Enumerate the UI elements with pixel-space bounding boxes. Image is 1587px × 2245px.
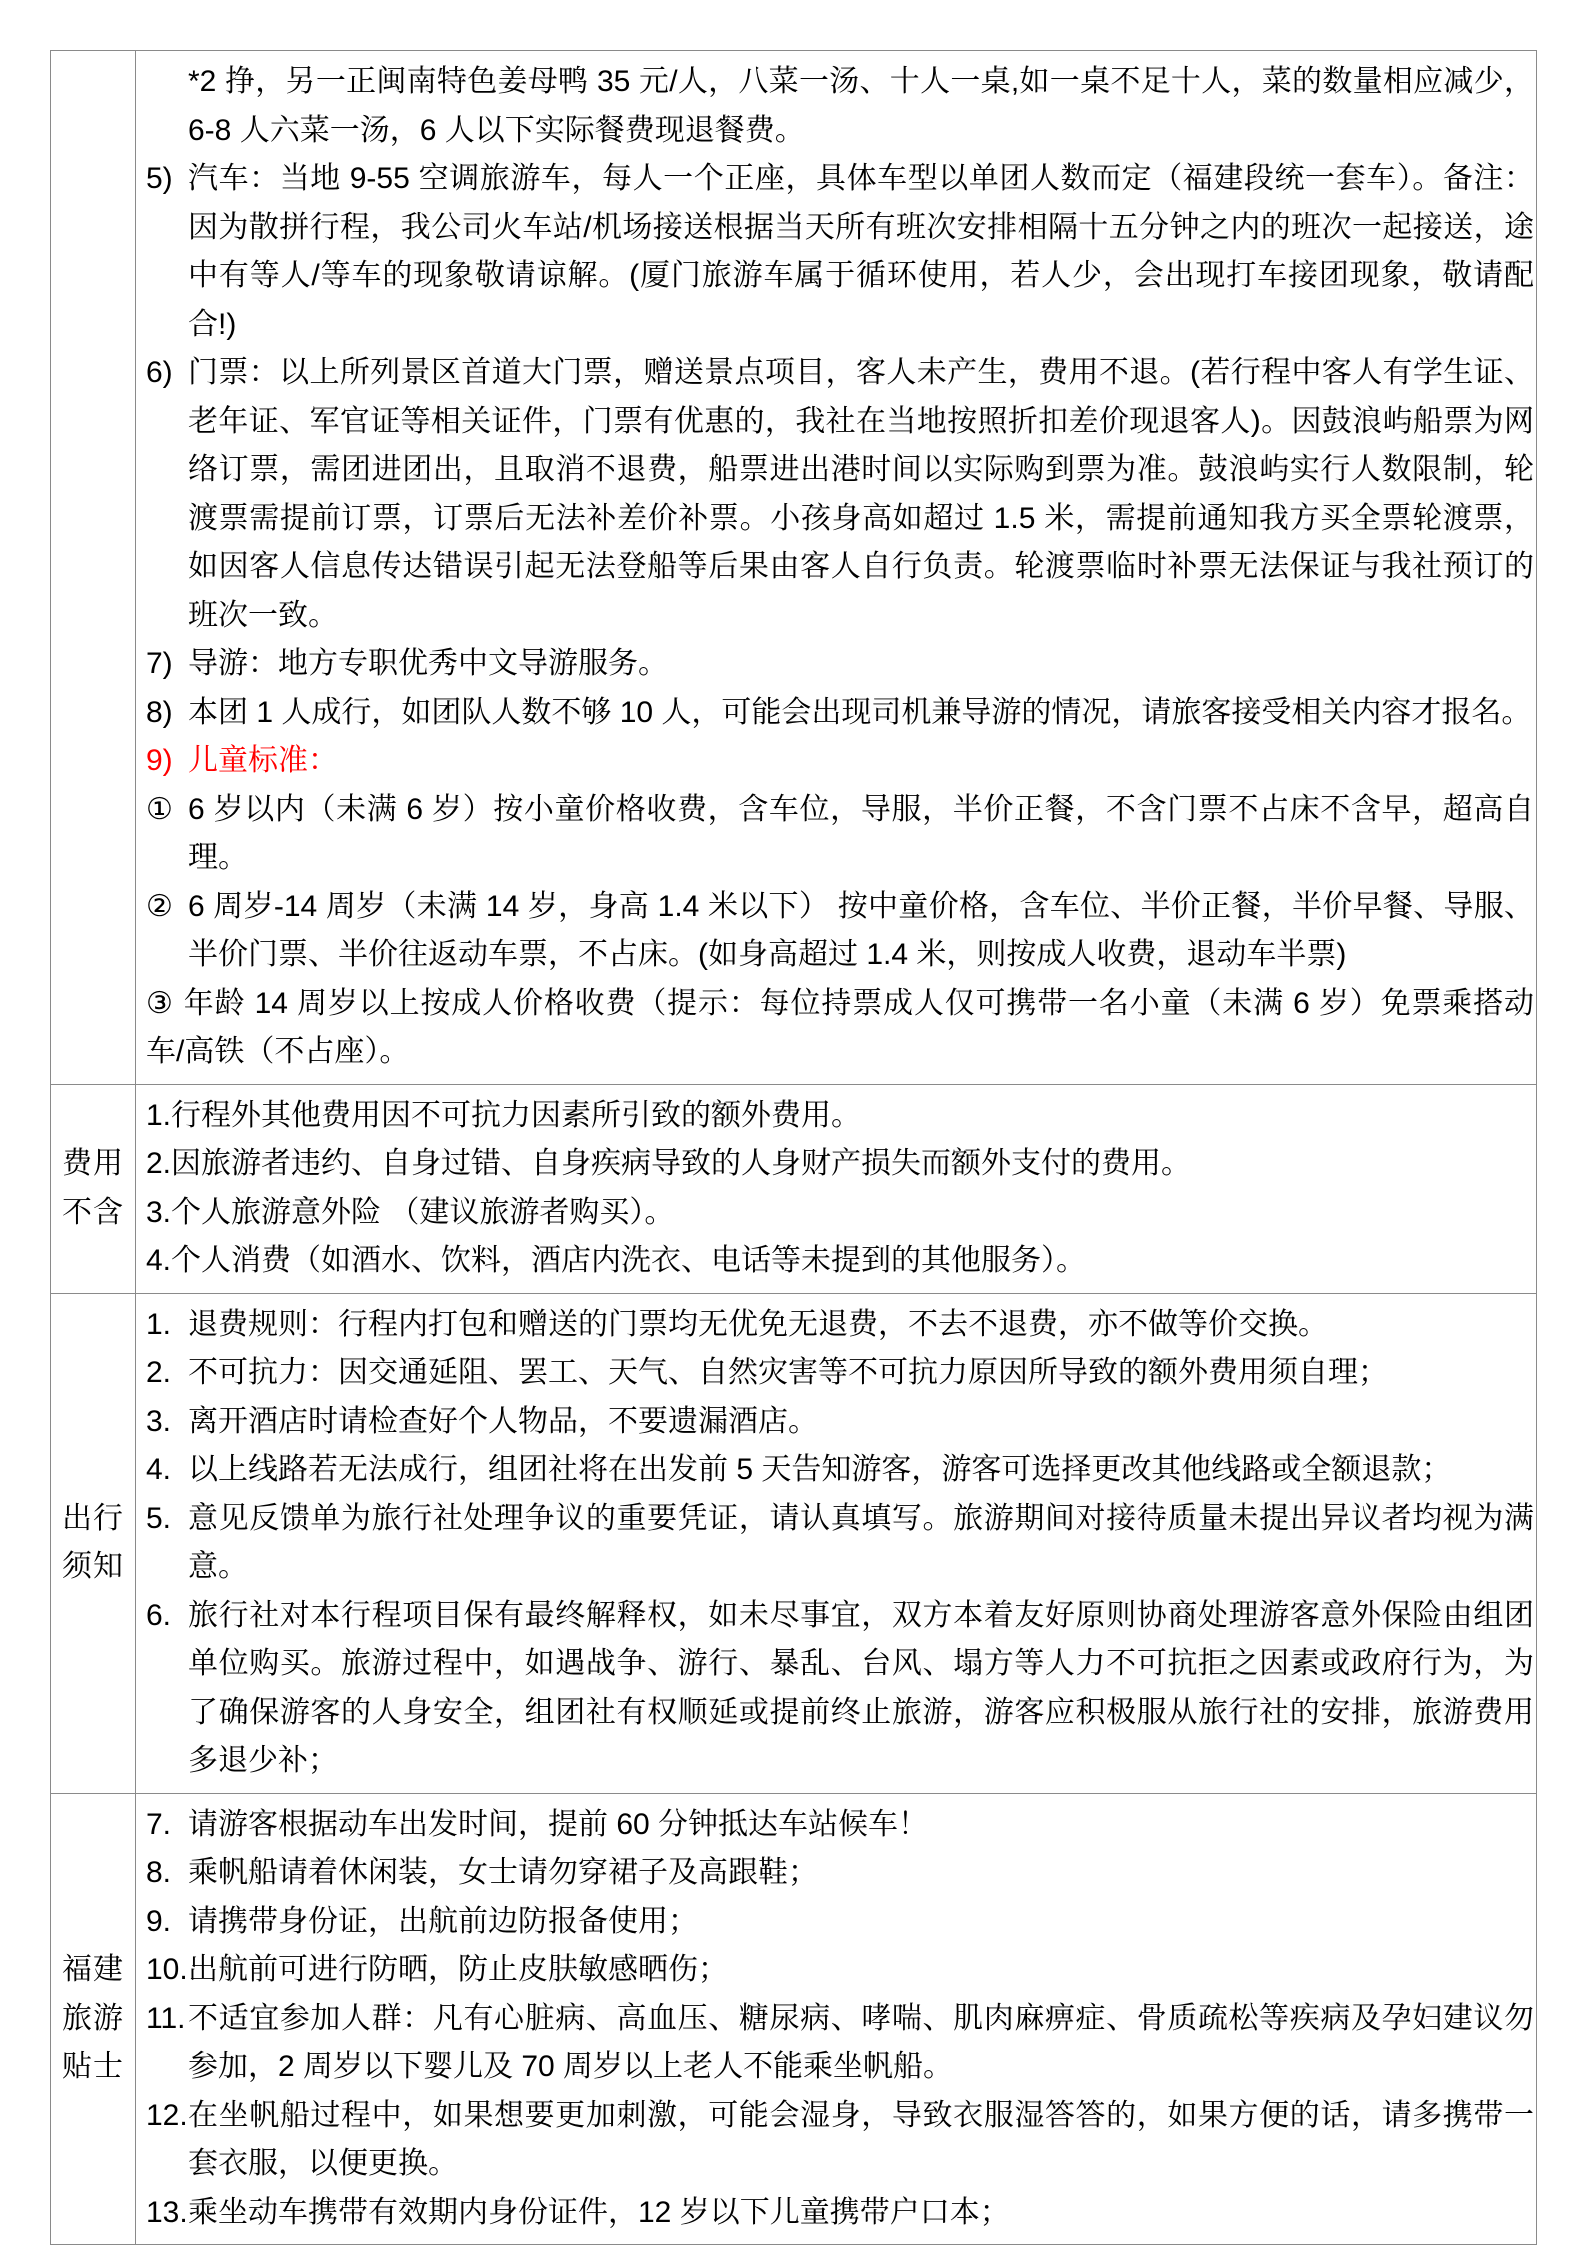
- item-text: 门票：以上所列景区首道大门票，赠送景点项目，客人未产生，费用不退。(若行程中客人有学生证、老年证、军官证等相关证件，门票有优惠的，我社在当地按照折扣差价现退客人)。因鼓浪屿船票为网络订票，需团进团出，且取消不退费，船票进出港时间以实际购到票为准。鼓浪屿实行人数限制，轮渡票需提前订票，订票后无法补差价补票。小孩身高如超过 1.5 米，需提前通知我方买全票轮渡票，如因客人信息传达错误引起无法登船等后果由客人自行负责。轮渡票临时补票无法保证与我社预订的班次一致。: [188, 356, 1534, 632]
- item-text: 离开酒店时请检查好个人物品，不要遗漏酒店。: [188, 1404, 818, 1438]
- list-item: [146, 640, 1534, 689]
- item-marker: ①: [146, 792, 173, 826]
- item-marker: 11.: [146, 2001, 186, 2035]
- section-label-line: 福建: [62, 1953, 124, 1986]
- list-item: [146, 155, 1534, 349]
- item-text: *2 挣，另一正闽南特色姜母鸭 35 元/人，八菜一汤、十人一桌,如一桌不足十人，菜的数量相应减少，6-8 人六菜一汤，6 人以下实际餐费现退餐费。: [188, 65, 1534, 147]
- table-row-fees-excluded: [51, 1085, 1536, 1294]
- item-marker: 4.: [146, 1453, 172, 1486]
- label-cell: [51, 1085, 136, 1293]
- item-text: 不适宜参加人群：凡有心脏病、高血压、糖尿病、哮喘、肌肉麻痹症、骨质疏松等疾病及孕妇建议勿参加，2 周岁以下婴儿及 70 周岁以上老人不能乘坐帆船。: [188, 2001, 1534, 2083]
- item-marker: 5): [146, 162, 173, 195]
- list-item: [146, 58, 1534, 155]
- section-label-line: 不含: [62, 1195, 124, 1229]
- item-text: 不可抗力：因交通延阻、罢工、天气、自然灾害等不可抗力原因所导致的额外费用须自理；: [188, 1356, 1388, 1389]
- list-item: [146, 1301, 1534, 1350]
- item-text: 意见反馈单为旅行社处理争议的重要凭证，请认真填写。旅游期间对接待质量未提出异议者均视为满意。: [188, 1501, 1534, 1583]
- list-item: [146, 1946, 1534, 1995]
- list-item: [146, 1398, 1534, 1447]
- section-label-line: 旅游: [62, 2001, 124, 2035]
- item-text: 6 岁以内（未满 6 岁）按小童价格收费，含车位，导服，半价正餐，不含门票不占床不含早，超高自理。: [188, 792, 1534, 874]
- list-item: [146, 1237, 1534, 1286]
- content-cell: [136, 1294, 1536, 1793]
- item-text: 旅行社对本行程项目保有最终解释权，如未尽事宜，双方本着友好原则协商处理游客意外保险由组团单位购买。旅游过程中，如遇战争、游行、暴乱、台风、塌方等人力不可抗拒之因素或政府行为，为了确保游客的人身安全，组团社有权顺延或提前终止旅游，游客应积极服从旅行社的安排，旅游费用多退少补；: [188, 1598, 1534, 1777]
- list-item: [146, 1349, 1534, 1398]
- content-cell: [136, 51, 1536, 1084]
- doc-table: [50, 50, 1537, 2245]
- item-text: 导游：地方专职优秀中文导游服务。: [188, 647, 668, 680]
- list-item: [146, 737, 1534, 786]
- section-label-line: 贴士: [62, 2050, 124, 2083]
- item-text: 请游客根据动车出发时间，提前 60 分钟抵达车站候车！: [188, 1807, 929, 1841]
- item-text: 在坐帆船过程中，如果想要更加刺激，可能会湿身，导致衣服湿答答的，如果方便的话，请多携带一套衣服，以便更换。: [188, 2098, 1534, 2180]
- list-item: [146, 1140, 1534, 1189]
- list-item: [146, 1898, 1534, 1947]
- list-item: [146, 786, 1534, 883]
- item-marker: 7): [146, 647, 173, 680]
- section-label-line: 费用: [62, 1147, 124, 1180]
- list-item: [146, 883, 1534, 980]
- item-text: 2.因旅游者违约、自身过错、自身疾病导致的人身财产损失而额外支付的费用。: [146, 1147, 1192, 1180]
- item-text: 出航前可进行防晒，防止皮肤敏感晒伤；: [188, 1953, 728, 1986]
- list-item: [146, 1446, 1534, 1495]
- item-marker: 7.: [146, 1807, 172, 1841]
- item-text: 年龄 14 周岁以上按成人价格收费（提示：每位持票成人仅可携带一名小童（未满 6 岁）免票乘搭动车/高铁（不占座）。: [146, 986, 1534, 1068]
- section-label-line: 出行: [62, 1501, 124, 1535]
- table-row-travel-notes: [51, 1294, 1536, 1794]
- item-marker: 10.: [146, 1953, 188, 1986]
- list-item: [146, 1849, 1534, 1898]
- item-text: 乘帆船请着休闲装，女士请勿穿裙子及高跟鞋；: [188, 1856, 818, 1889]
- list-item: [146, 689, 1534, 738]
- item-marker: 9.: [146, 1904, 172, 1938]
- item-marker: 5.: [146, 1501, 172, 1535]
- list-item: [146, 1592, 1534, 1786]
- item-text: 乘坐动车携带有效期内身份证件，12 岁以下儿童携带户口本；: [188, 2195, 1010, 2229]
- table-row-inclusions-continued: [51, 51, 1536, 1085]
- item-text: 退费规则：行程内打包和赠送的门票均无优免无退费，不去不退费，亦不做等价交换。: [188, 1307, 1328, 1341]
- item-marker: 8.: [146, 1856, 172, 1889]
- item-marker: 13.: [146, 2195, 188, 2229]
- section-label-line: 须知: [62, 1550, 124, 1583]
- item-marker: 6.: [146, 1598, 172, 1632]
- item-text: 以上线路若无法成行，组团社将在出发前 5 天告知游客，游客可选择更改其他线路或全额退款；: [188, 1453, 1452, 1486]
- item-marker: 8): [146, 695, 173, 729]
- item-marker: ②: [146, 889, 173, 923]
- list-item: [146, 1189, 1534, 1238]
- item-marker: 9): [146, 744, 173, 777]
- list-item: [146, 2092, 1534, 2189]
- item-text: 汽车：当地 9-55 空调旅游车，每人一个正座，具体车型以单团人数而定（福建段统一套车）。备注：因为散拼行程，我公司火车站/机场接送根据当天所有班次安排相隔十五分钟之内的班次一起接送，途中有等人/等车的现象敬请谅解。(厦门旅游车属于循环使用，若人少，会出现打车接团现象，敬请配合!): [188, 162, 1534, 341]
- list-item: [146, 349, 1534, 640]
- item-text: 6 周岁-14 周岁（未满 14 岁，身高 1.4 米以下） 按中童价格，含车位、半价正餐，半价早餐、导服、半价门票、半价往返动车票，不占床。(如身高超过 1.4 米，则按成人收费，退动车半票): [188, 889, 1534, 971]
- label-cell: [51, 1294, 136, 1793]
- item-marker: 12.: [146, 2098, 188, 2132]
- label-cell: [51, 1794, 136, 2245]
- content-cell: [136, 1085, 1536, 1293]
- list-item: [146, 980, 1534, 1077]
- item-text: 本团 1 人成行，如团队人数不够 10 人，可能会出现司机兼导游的情况，请旅客接受相关内容才报名。: [188, 695, 1532, 729]
- item-text: 1.行程外其他费用因不可抗力因素所引致的额外费用。: [146, 1098, 862, 1132]
- list-item: [146, 1801, 1534, 1850]
- item-marker: 3.: [146, 1404, 172, 1438]
- item-text: 3.个人旅游意外险 （建议旅游者购买）。: [146, 1195, 675, 1229]
- list-item: [146, 1092, 1534, 1141]
- item-marker: 2.: [146, 1356, 172, 1389]
- item-marker: 1.: [146, 1307, 172, 1341]
- table-row-fujian-tips: [51, 1794, 1536, 2245]
- label-cell: [51, 51, 136, 1084]
- content-cell: [136, 1794, 1536, 2245]
- list-item: [146, 1495, 1534, 1592]
- item-text: 请携带身份证，出航前边防报备使用；: [188, 1904, 698, 1938]
- item-text: 儿童标准：: [188, 744, 338, 777]
- item-marker: 6): [146, 356, 173, 389]
- item-text: 4.个人消费（如酒水、饮料，酒店内洗衣、电话等未提到的其他服务）。: [146, 1244, 1087, 1277]
- item-marker: ③: [146, 986, 174, 1020]
- list-item: [146, 1995, 1534, 2092]
- list-item: [146, 2189, 1534, 2238]
